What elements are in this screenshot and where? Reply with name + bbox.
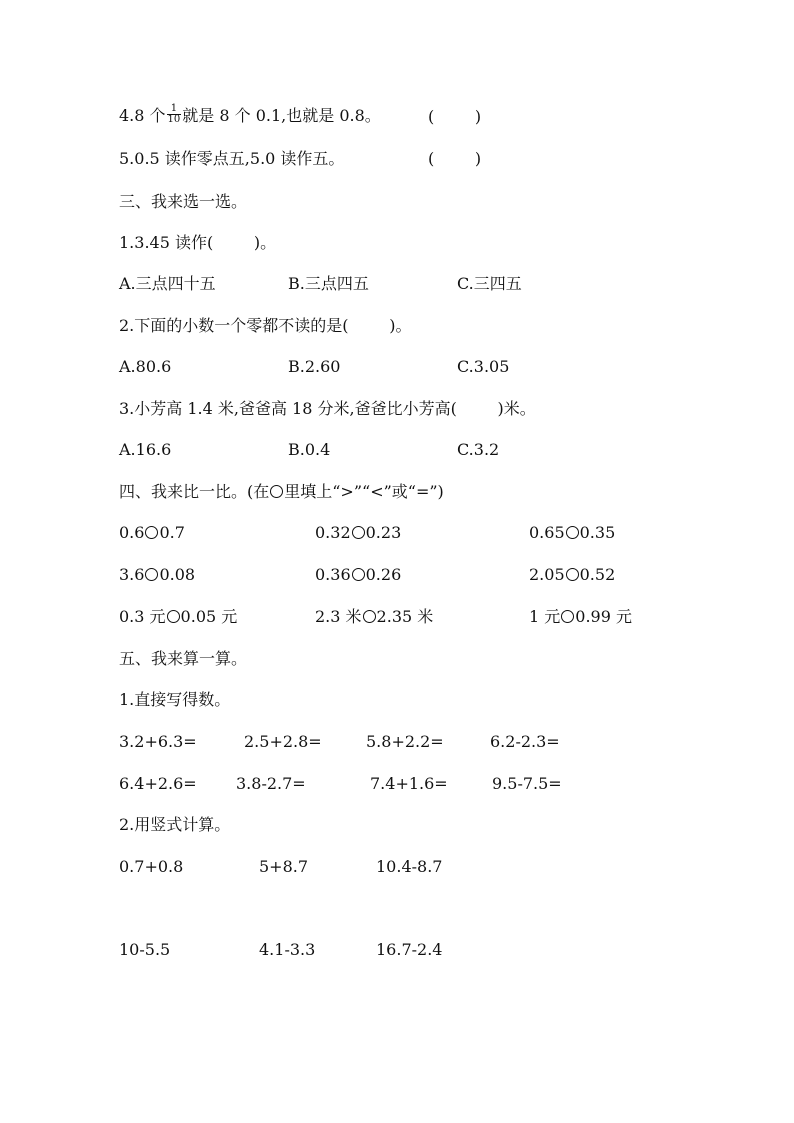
direct-calc-item: 3.2+6.3= bbox=[119, 732, 197, 751]
compare-right: 0.08 bbox=[159, 565, 196, 584]
section-5-heading: 五、我来算一算。 bbox=[119, 649, 248, 668]
compare-left: 0.32 bbox=[315, 523, 351, 542]
compare-item bbox=[529, 607, 632, 627]
choice-q3-option-a[interactable]: A.16.6 bbox=[119, 440, 172, 459]
choice-q2-option-a[interactable]: A.80.6 bbox=[119, 357, 172, 376]
choice-q1-option-b[interactable]: B.三点四五 bbox=[288, 274, 369, 293]
compare-item bbox=[529, 523, 615, 543]
choice-q3: 3.小芳高 1.4 米,爸爸高 18 分米,爸爸比小芳高( )米。 bbox=[119, 399, 536, 418]
compare-circle-blank[interactable] bbox=[145, 526, 158, 539]
direct-calc-item: 6.4+2.6= bbox=[119, 774, 197, 793]
compare-circle-blank[interactable] bbox=[363, 610, 376, 623]
judge-item-5-answer-paren[interactable]: ( ) bbox=[428, 149, 482, 168]
vertical-calc-item: 4.1-3.3 bbox=[259, 940, 316, 959]
section-5-sub-2: 2.用竖式计算。 bbox=[119, 815, 231, 834]
direct-calc-item: 3.8-2.7= bbox=[236, 774, 306, 793]
choice-q1-option-c[interactable]: C.三四五 bbox=[457, 274, 522, 293]
compare-circle-blank[interactable] bbox=[167, 610, 180, 623]
choice-q1-option-a[interactable]: A.三点四十五 bbox=[119, 274, 216, 293]
compare-item bbox=[315, 565, 401, 585]
section-4-heading-pre: 四、我来比一比。(在 bbox=[119, 482, 270, 501]
compare-circle-blank[interactable] bbox=[561, 610, 574, 623]
section-4-heading-post: 里填上“>”“<”或“=”) bbox=[284, 482, 444, 501]
choice-q2-option-c[interactable]: C.3.05 bbox=[457, 357, 510, 376]
circle-icon bbox=[270, 485, 283, 498]
compare-circle-blank[interactable] bbox=[352, 568, 365, 581]
compare-circle-blank[interactable] bbox=[566, 568, 579, 581]
direct-calc-item: 9.5-7.5= bbox=[492, 774, 562, 793]
judge-item-4-post: 就是 8 个 0.1,也就是 0.8。 bbox=[182, 106, 381, 125]
compare-right: 0.23 bbox=[365, 523, 402, 542]
vertical-calc-item: 5+8.7 bbox=[259, 857, 309, 876]
choice-q1: 1.3.45 读作( )。 bbox=[119, 233, 277, 252]
section-3-heading: 三、我来选一选。 bbox=[119, 192, 248, 211]
direct-calc-item: 7.4+1.6= bbox=[370, 774, 448, 793]
compare-circle-blank[interactable] bbox=[145, 568, 158, 581]
direct-calc-item: 6.2-2.3= bbox=[490, 732, 560, 751]
direct-calc-item: 2.5+2.8= bbox=[244, 732, 322, 751]
compare-right: 0.52 bbox=[579, 565, 616, 584]
compare-right: 0.35 bbox=[579, 523, 616, 542]
choice-q2: 2.下面的小数一个零都不读的是( )。 bbox=[119, 316, 412, 335]
compare-item bbox=[315, 607, 433, 627]
choice-q3-option-b[interactable]: B.0.4 bbox=[288, 440, 331, 459]
compare-item bbox=[119, 565, 195, 585]
vertical-calc-item: 10-5.5 bbox=[119, 940, 171, 959]
judge-item-4 bbox=[119, 103, 381, 127]
compare-circle-blank[interactable] bbox=[566, 526, 579, 539]
compare-left: 2.05 bbox=[529, 565, 565, 584]
compare-item bbox=[529, 565, 615, 585]
section-5-sub-1: 1.直接写得数。 bbox=[119, 690, 231, 709]
choice-q3-option-c[interactable]: C.3.2 bbox=[457, 440, 500, 459]
fraction-one-tenth bbox=[167, 104, 182, 125]
compare-item bbox=[315, 523, 401, 543]
judge-item-5: 5.0.5 读作零点五,5.0 读作五。 bbox=[119, 149, 345, 168]
compare-left: 0.6 bbox=[119, 523, 145, 542]
section-4-heading bbox=[119, 482, 444, 502]
vertical-calc-item: 0.7+0.8 bbox=[119, 857, 184, 876]
compare-right: 0.99 元 bbox=[575, 607, 632, 626]
compare-left: 0.3 元 bbox=[119, 607, 166, 626]
compare-left: 1 元 bbox=[529, 607, 561, 626]
compare-left: 0.36 bbox=[315, 565, 351, 584]
compare-item bbox=[119, 607, 237, 627]
compare-item bbox=[119, 523, 185, 543]
compare-left: 0.65 bbox=[529, 523, 565, 542]
judge-item-4-answer-paren[interactable]: ( ) bbox=[428, 107, 482, 126]
compare-left: 2.3 米 bbox=[315, 607, 362, 626]
fraction-denominator: 10 bbox=[167, 114, 181, 125]
choice-q2-option-b[interactable]: B.2.60 bbox=[288, 357, 341, 376]
direct-calc-item: 5.8+2.2= bbox=[366, 732, 444, 751]
compare-right: 2.35 米 bbox=[376, 607, 434, 626]
compare-left: 3.6 bbox=[119, 565, 145, 584]
compare-right: 0.7 bbox=[159, 523, 185, 542]
compare-circle-blank[interactable] bbox=[352, 526, 365, 539]
vertical-calc-item: 10.4-8.7 bbox=[376, 857, 443, 876]
fraction-numerator: 1 bbox=[167, 104, 182, 115]
compare-right: 0.05 元 bbox=[180, 607, 238, 626]
compare-right: 0.26 bbox=[365, 565, 402, 584]
judge-item-4-pre: 4.8 个 bbox=[119, 106, 166, 125]
vertical-calc-item: 16.7-2.4 bbox=[376, 940, 443, 959]
